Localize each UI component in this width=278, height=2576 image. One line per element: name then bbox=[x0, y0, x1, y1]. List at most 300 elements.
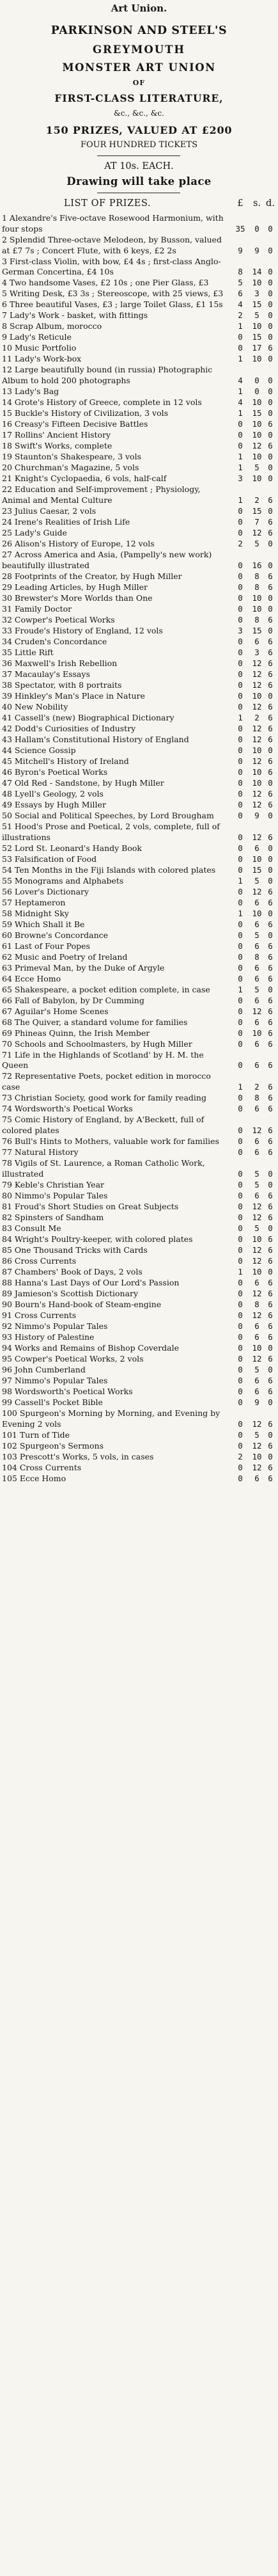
prize-description: 62 Music and Poetry of Ireland bbox=[2, 951, 128, 962]
prize-row bbox=[0, 1093, 278, 1104]
prize-pence: 6 bbox=[268, 756, 273, 766]
prizes-value-line: 150 PRIZES, VALUED AT £200 bbox=[45, 124, 233, 136]
prize-pounds: 0 bbox=[238, 506, 243, 516]
prize-pence: 0 bbox=[268, 506, 273, 516]
prize-pounds: 0 bbox=[238, 810, 243, 820]
prize-shillings: 6 bbox=[254, 1332, 259, 1342]
prize-description: 1 Alexandre's Five-octave Rosewood Harmonium, with four stops bbox=[2, 213, 224, 234]
prize-description: 103 Prescott's Works, 5 vols, in cases bbox=[2, 1451, 154, 1461]
prize-description: 81 Froud's Short Studies on Great Subjects bbox=[2, 1201, 179, 1211]
prize-shillings: 6 bbox=[254, 1147, 259, 1157]
prize-pence: 6 bbox=[268, 973, 273, 983]
prize-pounds: 0 bbox=[238, 1006, 243, 1016]
prize-description: 37 Macaulay's Essays bbox=[2, 669, 90, 679]
prize-pounds: 0 bbox=[238, 951, 243, 962]
prize-row bbox=[0, 1300, 278, 1310]
prize-shillings: 10 bbox=[252, 592, 262, 603]
prize-shillings: 10 bbox=[252, 354, 262, 364]
prize-shillings: 5 bbox=[254, 875, 259, 886]
prize-pence: 0 bbox=[268, 560, 273, 570]
prize-shillings: 10 bbox=[252, 1342, 262, 1353]
prize-pence: 6 bbox=[268, 1473, 273, 1483]
prize-row bbox=[0, 854, 278, 865]
prize-pence: 6 bbox=[268, 647, 273, 657]
prize-description: 94 Works and Remains of Bishop Coverdale bbox=[2, 1342, 180, 1353]
prize-description: 11 Lady's Work-box bbox=[2, 354, 82, 364]
prize-description: 43 Hallam's Constitutional History of England bbox=[2, 734, 189, 744]
prize-description: 104 Cross Currents bbox=[2, 1462, 82, 1472]
prize-pounds: 4 bbox=[238, 397, 243, 408]
prize-description: 27 Across America and Asia, (Pampelly's new work) beautifully illustrated bbox=[2, 550, 212, 570]
prize-description: 50 Social and Political Speeches, by Lord Brougham bbox=[2, 810, 214, 820]
prize-shillings: 10 bbox=[252, 321, 262, 331]
prize-pence: 6 bbox=[268, 1093, 273, 1103]
prize-pence: 0 bbox=[268, 386, 273, 397]
prize-pounds: 0 bbox=[238, 1310, 243, 1320]
prize-row bbox=[0, 1463, 278, 1474]
prize-pence: 6 bbox=[268, 517, 273, 527]
prize-description: 56 Lover's Dictionary bbox=[2, 886, 89, 896]
prize-pence: 6 bbox=[268, 712, 273, 722]
prize-description: 42 Dodd's Curiosities of Industry bbox=[2, 723, 136, 733]
prize-description: 98 Wordsworth's Poetical Works bbox=[2, 1386, 133, 1396]
prize-row bbox=[0, 354, 278, 365]
prize-shillings: 10 bbox=[252, 473, 262, 484]
prize-shillings: 6 bbox=[254, 1277, 259, 1287]
prize-shillings: 10 bbox=[252, 745, 262, 755]
prize-pence: 6 bbox=[268, 1190, 273, 1200]
prize-shillings: 12 bbox=[252, 1310, 262, 1320]
prize-shillings: 9 bbox=[254, 1397, 259, 1407]
prize-pence: 6 bbox=[268, 343, 273, 353]
prize-pounds: 1 bbox=[238, 386, 243, 397]
prize-description: 89 Jamieson's Scottish Dictionary bbox=[2, 1288, 139, 1298]
etc-line: &c., &c., &c. bbox=[114, 109, 164, 118]
prize-shillings: 12 bbox=[252, 1288, 262, 1298]
prize-pence: 0 bbox=[268, 267, 273, 277]
prize-shillings: 12 bbox=[252, 1419, 262, 1429]
prize-pounds: 0 bbox=[238, 441, 243, 451]
prize-pence: 0 bbox=[268, 289, 273, 299]
prize-shillings: 12 bbox=[252, 1440, 262, 1451]
prize-row bbox=[0, 1278, 278, 1289]
prize-pence: 6 bbox=[268, 1104, 273, 1114]
prize-pence: 0 bbox=[268, 1168, 273, 1179]
prize-shillings: 10 bbox=[252, 1234, 262, 1244]
prize-pounds: 0 bbox=[238, 1321, 243, 1331]
prize-row bbox=[0, 648, 278, 658]
divider-rule bbox=[97, 155, 180, 156]
prize-row bbox=[0, 626, 278, 637]
prize-shillings: 9 bbox=[254, 810, 259, 820]
prize-pence: 0 bbox=[268, 864, 273, 875]
prize-description: 45 Mitchell's History of Ireland bbox=[2, 756, 129, 766]
prize-list-title: LIST OF PRIZES. bbox=[64, 198, 151, 209]
prize-pounds: 0 bbox=[238, 973, 243, 983]
prize-pounds: 0 bbox=[238, 1179, 243, 1189]
prize-pence: 0 bbox=[268, 1223, 273, 1233]
prize-pence: 6 bbox=[268, 1462, 273, 1472]
prize-row bbox=[0, 430, 278, 441]
prize-shillings: 6 bbox=[254, 1104, 259, 1114]
prize-description: 83 Consult Me bbox=[2, 1223, 61, 1233]
prize-description: 95 Cowper's Poetical Works, 2 vols bbox=[2, 1353, 144, 1364]
prize-shillings: 6 bbox=[254, 1321, 259, 1331]
prize-pounds: 0 bbox=[238, 1125, 243, 1135]
prize-pence: 0 bbox=[268, 603, 273, 614]
prize-pence: 6 bbox=[268, 1028, 273, 1038]
prize-description: 54 Ten Months in the Fiji Islands with colored plates bbox=[2, 864, 216, 875]
prize-pounds: 0 bbox=[238, 528, 243, 537]
prize-shillings: 14 bbox=[252, 267, 262, 277]
prize-description: 71 Life in the Highlands of Scotland' by H. M. the Queen bbox=[2, 1049, 204, 1070]
prize-description: 75 Comic History of England, by A'Beckett, full of colored plates bbox=[2, 1115, 205, 1135]
prize-shillings: 16 bbox=[252, 560, 262, 570]
prize-pounds: 0 bbox=[238, 690, 243, 701]
prize-row bbox=[0, 745, 278, 756]
prize-pounds: 0 bbox=[238, 669, 243, 679]
prize-shillings: 0 bbox=[254, 223, 259, 234]
prize-row bbox=[0, 604, 278, 615]
prize-description: 70 Schools and Schoolmasters, by Hugh Miller bbox=[2, 1038, 192, 1049]
prize-pence: 6 bbox=[268, 419, 273, 429]
prize-pounds: 0 bbox=[238, 756, 243, 766]
prize-row bbox=[0, 1136, 278, 1147]
prize-row bbox=[0, 1180, 278, 1191]
prize-pounds: 0 bbox=[238, 1244, 243, 1255]
prize-pounds: 0 bbox=[238, 854, 243, 864]
prize-description: 93 History of Palestine bbox=[2, 1332, 95, 1342]
prize-description: 38 Spectator, with 8 portraits bbox=[2, 680, 122, 690]
prize-description: 85 One Thousand Tricks with Cards bbox=[2, 1244, 148, 1255]
prize-description: 60 Browne's Concordance bbox=[2, 930, 109, 940]
prize-pounds: 0 bbox=[238, 886, 243, 896]
prize-shillings: 12 bbox=[252, 756, 262, 766]
prize-pence: 0 bbox=[268, 408, 273, 418]
prize-pounds: 0 bbox=[238, 571, 243, 581]
prize-pence: 6 bbox=[268, 832, 273, 842]
prize-shillings: 15 bbox=[252, 864, 262, 875]
prize-row bbox=[0, 1202, 278, 1212]
prize-pounds: 0 bbox=[238, 1342, 243, 1353]
prize-pence: 6 bbox=[268, 1006, 273, 1016]
prize-row bbox=[0, 213, 278, 235]
prize-description: 72 Representative Poets, pocket edition in morocco case bbox=[2, 1071, 211, 1092]
prize-description: 46 Byron's Poetical Works bbox=[2, 767, 108, 777]
prize-pounds: 0 bbox=[238, 680, 243, 690]
prize-pence: 6 bbox=[268, 1277, 273, 1287]
prize-row bbox=[0, 593, 278, 604]
prize-pounds: 0 bbox=[238, 592, 243, 603]
prize-pounds: 0 bbox=[238, 723, 243, 733]
prize-row bbox=[0, 571, 278, 582]
prize-pounds: 4 bbox=[238, 299, 243, 310]
prize-row bbox=[0, 310, 278, 321]
prize-row bbox=[0, 1387, 278, 1397]
prize-shillings: 10 bbox=[252, 767, 262, 777]
prize-shillings: 12 bbox=[252, 680, 262, 690]
prize-description: 91 Cross Currents bbox=[2, 1310, 77, 1320]
prize-description: 87 Chambers' Book of Days, 2 vols bbox=[2, 1266, 143, 1276]
prize-pence: 0 bbox=[268, 1429, 273, 1440]
pounds-column-label: £ bbox=[237, 198, 243, 209]
prize-pence: 6 bbox=[268, 1299, 273, 1309]
prize-shillings: 5 bbox=[254, 984, 259, 994]
prize-row bbox=[0, 473, 278, 484]
prize-shillings: 6 bbox=[254, 919, 259, 929]
prize-row bbox=[0, 1104, 278, 1115]
prize-pounds: 0 bbox=[238, 332, 243, 342]
prize-shillings: 12 bbox=[252, 701, 262, 712]
pence-column-label: d. bbox=[266, 198, 275, 209]
prize-shillings: 6 bbox=[254, 941, 259, 951]
prize-description: 40 New Nobility bbox=[2, 701, 68, 712]
prize-shillings: 2 bbox=[254, 1082, 259, 1092]
prize-description: 77 Natural History bbox=[2, 1147, 79, 1157]
prize-description: 44 Science Gossip bbox=[2, 745, 76, 755]
prize-pence: 6 bbox=[268, 723, 273, 733]
prize-row bbox=[0, 1212, 278, 1223]
prize-row bbox=[0, 735, 278, 745]
prize-pence: 0 bbox=[268, 397, 273, 408]
prize-pounds: 0 bbox=[238, 767, 243, 777]
prize-row bbox=[0, 278, 278, 289]
prize-row bbox=[0, 289, 278, 299]
prize-shillings: 5 bbox=[254, 1223, 259, 1233]
prize-shillings: 12 bbox=[252, 528, 262, 537]
prize-pence: 6 bbox=[268, 897, 273, 907]
prize-shillings: 6 bbox=[254, 1060, 259, 1070]
prize-description: 78 Vigils of St. Laurence, a Roman Catholic Work, illustrated bbox=[2, 1158, 205, 1179]
prize-row bbox=[0, 1158, 278, 1180]
prize-row bbox=[0, 909, 278, 919]
prize-shillings: 12 bbox=[252, 799, 262, 809]
prize-shillings: 12 bbox=[252, 1462, 262, 1472]
prize-pounds: 0 bbox=[238, 864, 243, 875]
drawing-notice-line: Drawing will take place bbox=[66, 175, 212, 187]
prize-description: 34 Cruden's Concordance bbox=[2, 636, 107, 646]
prize-pounds: 0 bbox=[238, 930, 243, 940]
prize-pounds: 0 bbox=[238, 1147, 243, 1157]
prize-pence: 6 bbox=[268, 571, 273, 581]
prize-pounds: 0 bbox=[238, 1332, 243, 1342]
prize-pounds: 0 bbox=[238, 1060, 243, 1070]
prize-row bbox=[0, 343, 278, 354]
prize-pence: 0 bbox=[268, 930, 273, 940]
prize-description: 9 Lady's Reticule bbox=[2, 332, 72, 342]
prize-description: 88 Hanna's Last Days of Our Lord's Passion bbox=[2, 1277, 180, 1287]
prize-shillings: 15 bbox=[252, 408, 262, 418]
prize-pence: 6 bbox=[268, 1288, 273, 1298]
prize-row bbox=[0, 1343, 278, 1354]
prize-description: 99 Cassell's Pocket Bible bbox=[2, 1397, 103, 1407]
prize-description: 20 Churchman's Magazine, 5 vols bbox=[2, 463, 139, 473]
prize-pounds: 0 bbox=[238, 701, 243, 712]
prize-row bbox=[0, 463, 278, 473]
prize-shillings: 10 bbox=[252, 854, 262, 864]
prize-shillings: 12 bbox=[252, 832, 262, 842]
prize-row bbox=[0, 756, 278, 767]
prize-pence: 6 bbox=[268, 941, 273, 951]
prize-description: 86 Cross Currents bbox=[2, 1255, 77, 1266]
prize-description: 74 Wordsworth's Poetical Works bbox=[2, 1104, 133, 1114]
prize-shillings: 6 bbox=[254, 1136, 259, 1146]
prize-pounds: 2 bbox=[238, 539, 243, 548]
prize-row bbox=[0, 1017, 278, 1028]
prize-description: 35 Little Rift bbox=[2, 647, 54, 657]
prize-description: 92 Nimmo's Popular Tales bbox=[2, 1321, 108, 1331]
prize-pence: 0 bbox=[268, 321, 273, 331]
town-name: GREYMOUTH bbox=[92, 44, 186, 56]
prize-shillings: 12 bbox=[252, 1255, 262, 1266]
prize-pounds: 1 bbox=[238, 875, 243, 886]
prize-pounds: 0 bbox=[238, 1190, 243, 1200]
prize-pence: 6 bbox=[268, 995, 273, 1005]
prize-shillings: 8 bbox=[254, 1299, 259, 1309]
prize-shillings: 2 bbox=[254, 712, 259, 722]
prize-shillings: 8 bbox=[254, 951, 259, 962]
prize-shillings: 6 bbox=[254, 1386, 259, 1396]
prize-description: 58 Midnight Sky bbox=[2, 908, 69, 918]
prize-description: 69 Phineas Quinn, the Irish Member bbox=[2, 1028, 150, 1038]
prize-row bbox=[0, 974, 278, 985]
prize-row bbox=[0, 1245, 278, 1256]
prize-pence: 6 bbox=[268, 1375, 273, 1385]
prize-row bbox=[0, 887, 278, 898]
prize-pence: 6 bbox=[268, 1147, 273, 1157]
prize-row bbox=[0, 1289, 278, 1300]
prize-description: 68 The Quiver, a standard volume for families bbox=[2, 1017, 188, 1027]
prize-description: 8 Scrap Album, morocco bbox=[2, 321, 102, 331]
prize-shillings: 3 bbox=[254, 647, 259, 657]
prize-row bbox=[0, 321, 278, 332]
prize-row bbox=[0, 1321, 278, 1332]
prize-row bbox=[0, 1441, 278, 1452]
prize-shillings: 8 bbox=[254, 1093, 259, 1103]
prize-shillings: 12 bbox=[252, 441, 262, 451]
prize-pence: 6 bbox=[268, 1060, 273, 1070]
prize-description: 18 Swift's Works, complete bbox=[2, 441, 112, 451]
prize-pence: 6 bbox=[268, 1234, 273, 1244]
prize-pounds: 0 bbox=[238, 897, 243, 907]
prize-pounds: 0 bbox=[238, 745, 243, 755]
prize-pence: 0 bbox=[268, 473, 273, 484]
prize-shillings: 6 bbox=[254, 897, 259, 907]
prize-pence: 6 bbox=[268, 788, 273, 799]
prize-shillings: 10 bbox=[252, 278, 262, 288]
prize-pence: 6 bbox=[268, 701, 273, 712]
prize-pounds: 0 bbox=[238, 560, 243, 570]
prize-pence: 6 bbox=[268, 669, 273, 679]
prize-pounds: 0 bbox=[238, 1473, 243, 1483]
prize-pounds: 0 bbox=[238, 1223, 243, 1233]
prize-pence: 0 bbox=[268, 278, 273, 288]
prize-shillings: 10 bbox=[252, 908, 262, 918]
prize-pence: 6 bbox=[268, 1244, 273, 1255]
prize-row bbox=[0, 1115, 278, 1136]
prize-pence: 6 bbox=[268, 1440, 273, 1451]
tickets-line: FOUR HUNDRED TICKETS bbox=[80, 140, 197, 150]
prize-list-header bbox=[0, 195, 278, 212]
prize-pounds: 6 bbox=[238, 289, 243, 299]
prize-pounds: 1 bbox=[238, 1082, 243, 1092]
prize-description: 30 Brewster's More Worlds than One bbox=[2, 592, 153, 603]
prize-pounds: 0 bbox=[238, 343, 243, 353]
prize-pence: 6 bbox=[268, 734, 273, 744]
prize-pounds: 0 bbox=[238, 1201, 243, 1211]
prize-description: 32 Cowper's Poetical Works bbox=[2, 614, 115, 624]
prize-shillings: 5 bbox=[254, 463, 259, 473]
prize-pounds: 0 bbox=[238, 962, 243, 973]
prize-description: 51 Hood's Prose and Poetical, 2 vols, complete, full of illustrations bbox=[2, 821, 220, 842]
prize-shillings: 5 bbox=[254, 1168, 259, 1179]
prize-row bbox=[0, 1332, 278, 1343]
prize-shillings: 5 bbox=[254, 1364, 259, 1374]
literature-line: FIRST-CLASS LITERATURE, bbox=[54, 92, 224, 104]
prize-description: 3 First-class Violin, with bow, £4 4s ; first-class Anglo-German Concertina, £4 10s bbox=[2, 256, 221, 277]
prize-row bbox=[0, 484, 278, 506]
prize-pounds: 0 bbox=[238, 1136, 243, 1146]
prize-row bbox=[0, 517, 278, 528]
section-heading: Art Union. bbox=[111, 3, 167, 14]
prize-shillings: 12 bbox=[252, 886, 262, 896]
prize-shillings: 6 bbox=[254, 1375, 259, 1385]
prize-row bbox=[0, 1071, 278, 1093]
prize-description: 55 Monograms and Alphabets bbox=[2, 875, 124, 886]
prize-description: 102 Spurgeon's Sermons bbox=[2, 1440, 104, 1451]
prize-pounds: 8 bbox=[238, 267, 243, 277]
prize-shillings: 12 bbox=[252, 1353, 262, 1364]
prize-description: 65 Shakespeare, a pocket edition complete, in case bbox=[2, 984, 210, 994]
prize-row bbox=[0, 778, 278, 789]
prize-row bbox=[0, 1452, 278, 1463]
prize-row bbox=[0, 713, 278, 724]
prize-pounds: 0 bbox=[238, 1212, 243, 1222]
prize-shillings: 5 bbox=[254, 310, 259, 321]
prize-row bbox=[0, 1256, 278, 1267]
prize-row bbox=[0, 963, 278, 974]
prize-row bbox=[0, 397, 278, 408]
prize-pence: 6 bbox=[268, 1212, 273, 1222]
prize-pounds: 3 bbox=[238, 625, 243, 635]
prize-row bbox=[0, 1050, 278, 1072]
prize-row bbox=[0, 1039, 278, 1050]
prize-pence: 6 bbox=[268, 1017, 273, 1027]
prize-shillings: 10 bbox=[252, 419, 262, 429]
prize-description: 47 Old Red - Sandstone, by Hugh Miller bbox=[2, 777, 164, 788]
of-line: OF bbox=[132, 79, 146, 87]
prize-description: 4 Two handsome Vases, £2 10s ; one Pier Glass, £3 bbox=[2, 278, 209, 288]
prize-description: 15 Buckle's History of Civilization, 3 vols bbox=[2, 408, 169, 418]
prize-description: 21 Knight's Cyclopaedia, 6 vols, half-calf bbox=[2, 473, 167, 484]
prize-description: 33 Froude's History of England, 12 vols bbox=[2, 625, 163, 635]
prize-row bbox=[0, 1310, 278, 1321]
prize-shillings: 12 bbox=[252, 788, 262, 799]
prize-pounds: 0 bbox=[238, 941, 243, 951]
prize-description: 5 Writing Desk, £3 3s ; Stereoscope, with 25 views, £3 bbox=[2, 289, 224, 299]
prize-description: 36 Maxwell's Irish Rebellion bbox=[2, 658, 118, 668]
prize-shillings: 15 bbox=[252, 332, 262, 342]
prize-row bbox=[0, 1354, 278, 1365]
prize-shillings: 12 bbox=[252, 1125, 262, 1135]
prize-row bbox=[0, 919, 278, 930]
prize-pence: 0 bbox=[268, 810, 273, 820]
prize-description: 13 Lady's Bag bbox=[2, 386, 59, 397]
prize-pounds: 0 bbox=[238, 1364, 243, 1374]
prize-pounds: 0 bbox=[238, 419, 243, 429]
prize-row bbox=[0, 702, 278, 713]
prize-pounds: 0 bbox=[238, 614, 243, 624]
